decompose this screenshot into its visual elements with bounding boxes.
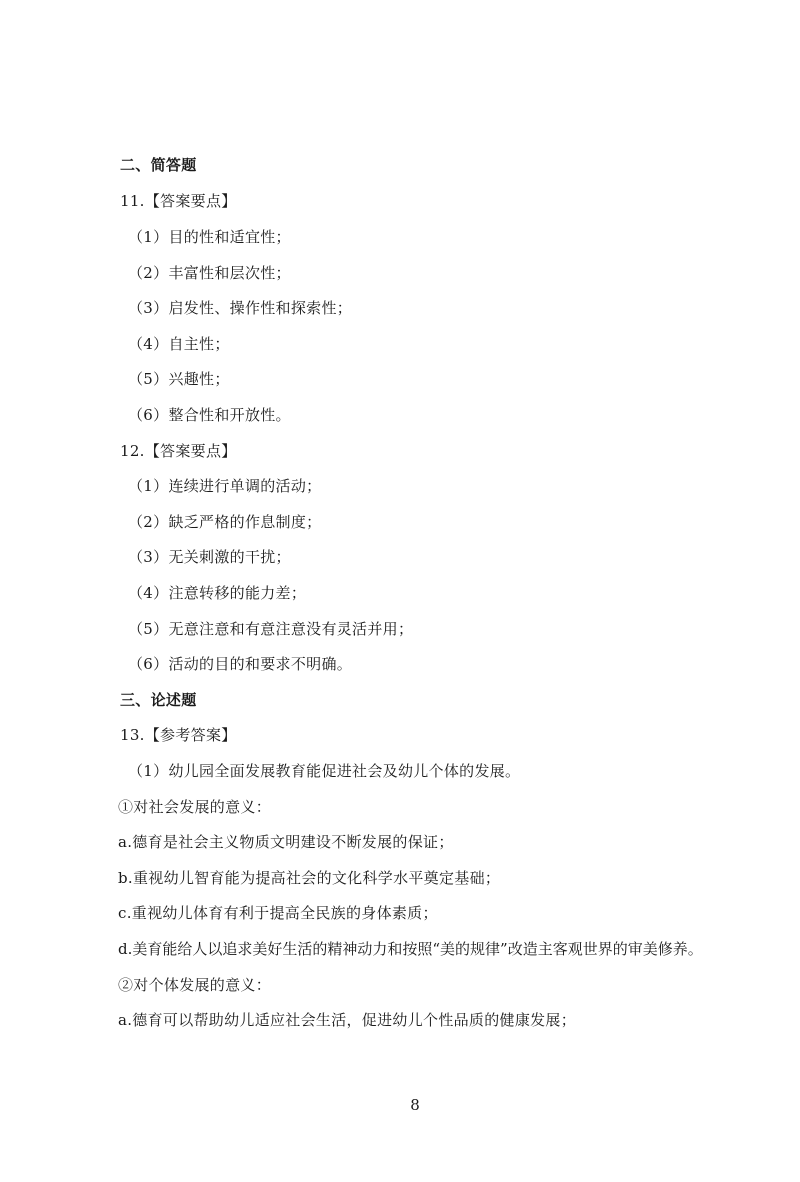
q11-item-3: （3）启发性、操作性和探索性； [128,299,353,317]
q13-social-item-c: c.重视幼儿体育有利于提高全民族的身体素质； [118,904,438,922]
q13-point-1: （1）幼儿园全面发展教育能促进社会及幼儿个体的发展。 [128,762,521,780]
q12-item-6: （6）活动的目的和要求不明确。 [128,655,353,673]
q11-item-1: （1）目的性和适宜性； [128,228,291,246]
question-11-label: 11.【答案要点】 [120,192,237,210]
q12-item-4: （4）注意转移的能力差； [128,584,307,602]
question-12-label: 12.【答案要点】 [120,442,237,460]
q11-item-5: （5）兴趣性； [128,370,230,388]
section-heading-short-answer: 二、简答题 [120,156,197,174]
q11-item-2: （2）丰富性和层次性； [128,264,291,282]
q12-item-2: （2）缺乏严格的作息制度； [128,513,322,531]
q13-individual-title: ②对个体发展的意义： [118,976,272,994]
section-heading-essay: 三、论述题 [120,691,197,709]
page-number: 8 [410,1096,420,1114]
q13-social-item-a: a.德育是社会主义物质文明建设不断发展的保证； [118,833,454,851]
q12-item-5: （5）无意注意和有意注意没有灵活并用； [128,620,414,638]
q12-item-3: （3）无关刺激的干扰； [128,548,291,566]
q13-individual-item-a: a.德育可以帮助幼儿适应社会生活，促进幼儿个性品质的健康发展； [118,1011,577,1029]
q13-social-item-b: b.重视幼儿智育能为提高社会的文化科学水平奠定基础； [118,869,501,887]
q13-social-title: ①对社会发展的意义： [118,798,272,816]
q13-social-item-d: d.美育能给人以追求美好生活的精神动力和按照“美的规律”改造主客观世界的审美修养。 [118,940,703,958]
question-13-label: 13.【参考答案】 [120,726,237,744]
q11-item-4: （4）自主性； [128,335,230,353]
q11-item-6: （6）整合性和开放性。 [128,406,291,424]
q12-item-1: （1）连续进行单调的活动； [128,477,322,495]
